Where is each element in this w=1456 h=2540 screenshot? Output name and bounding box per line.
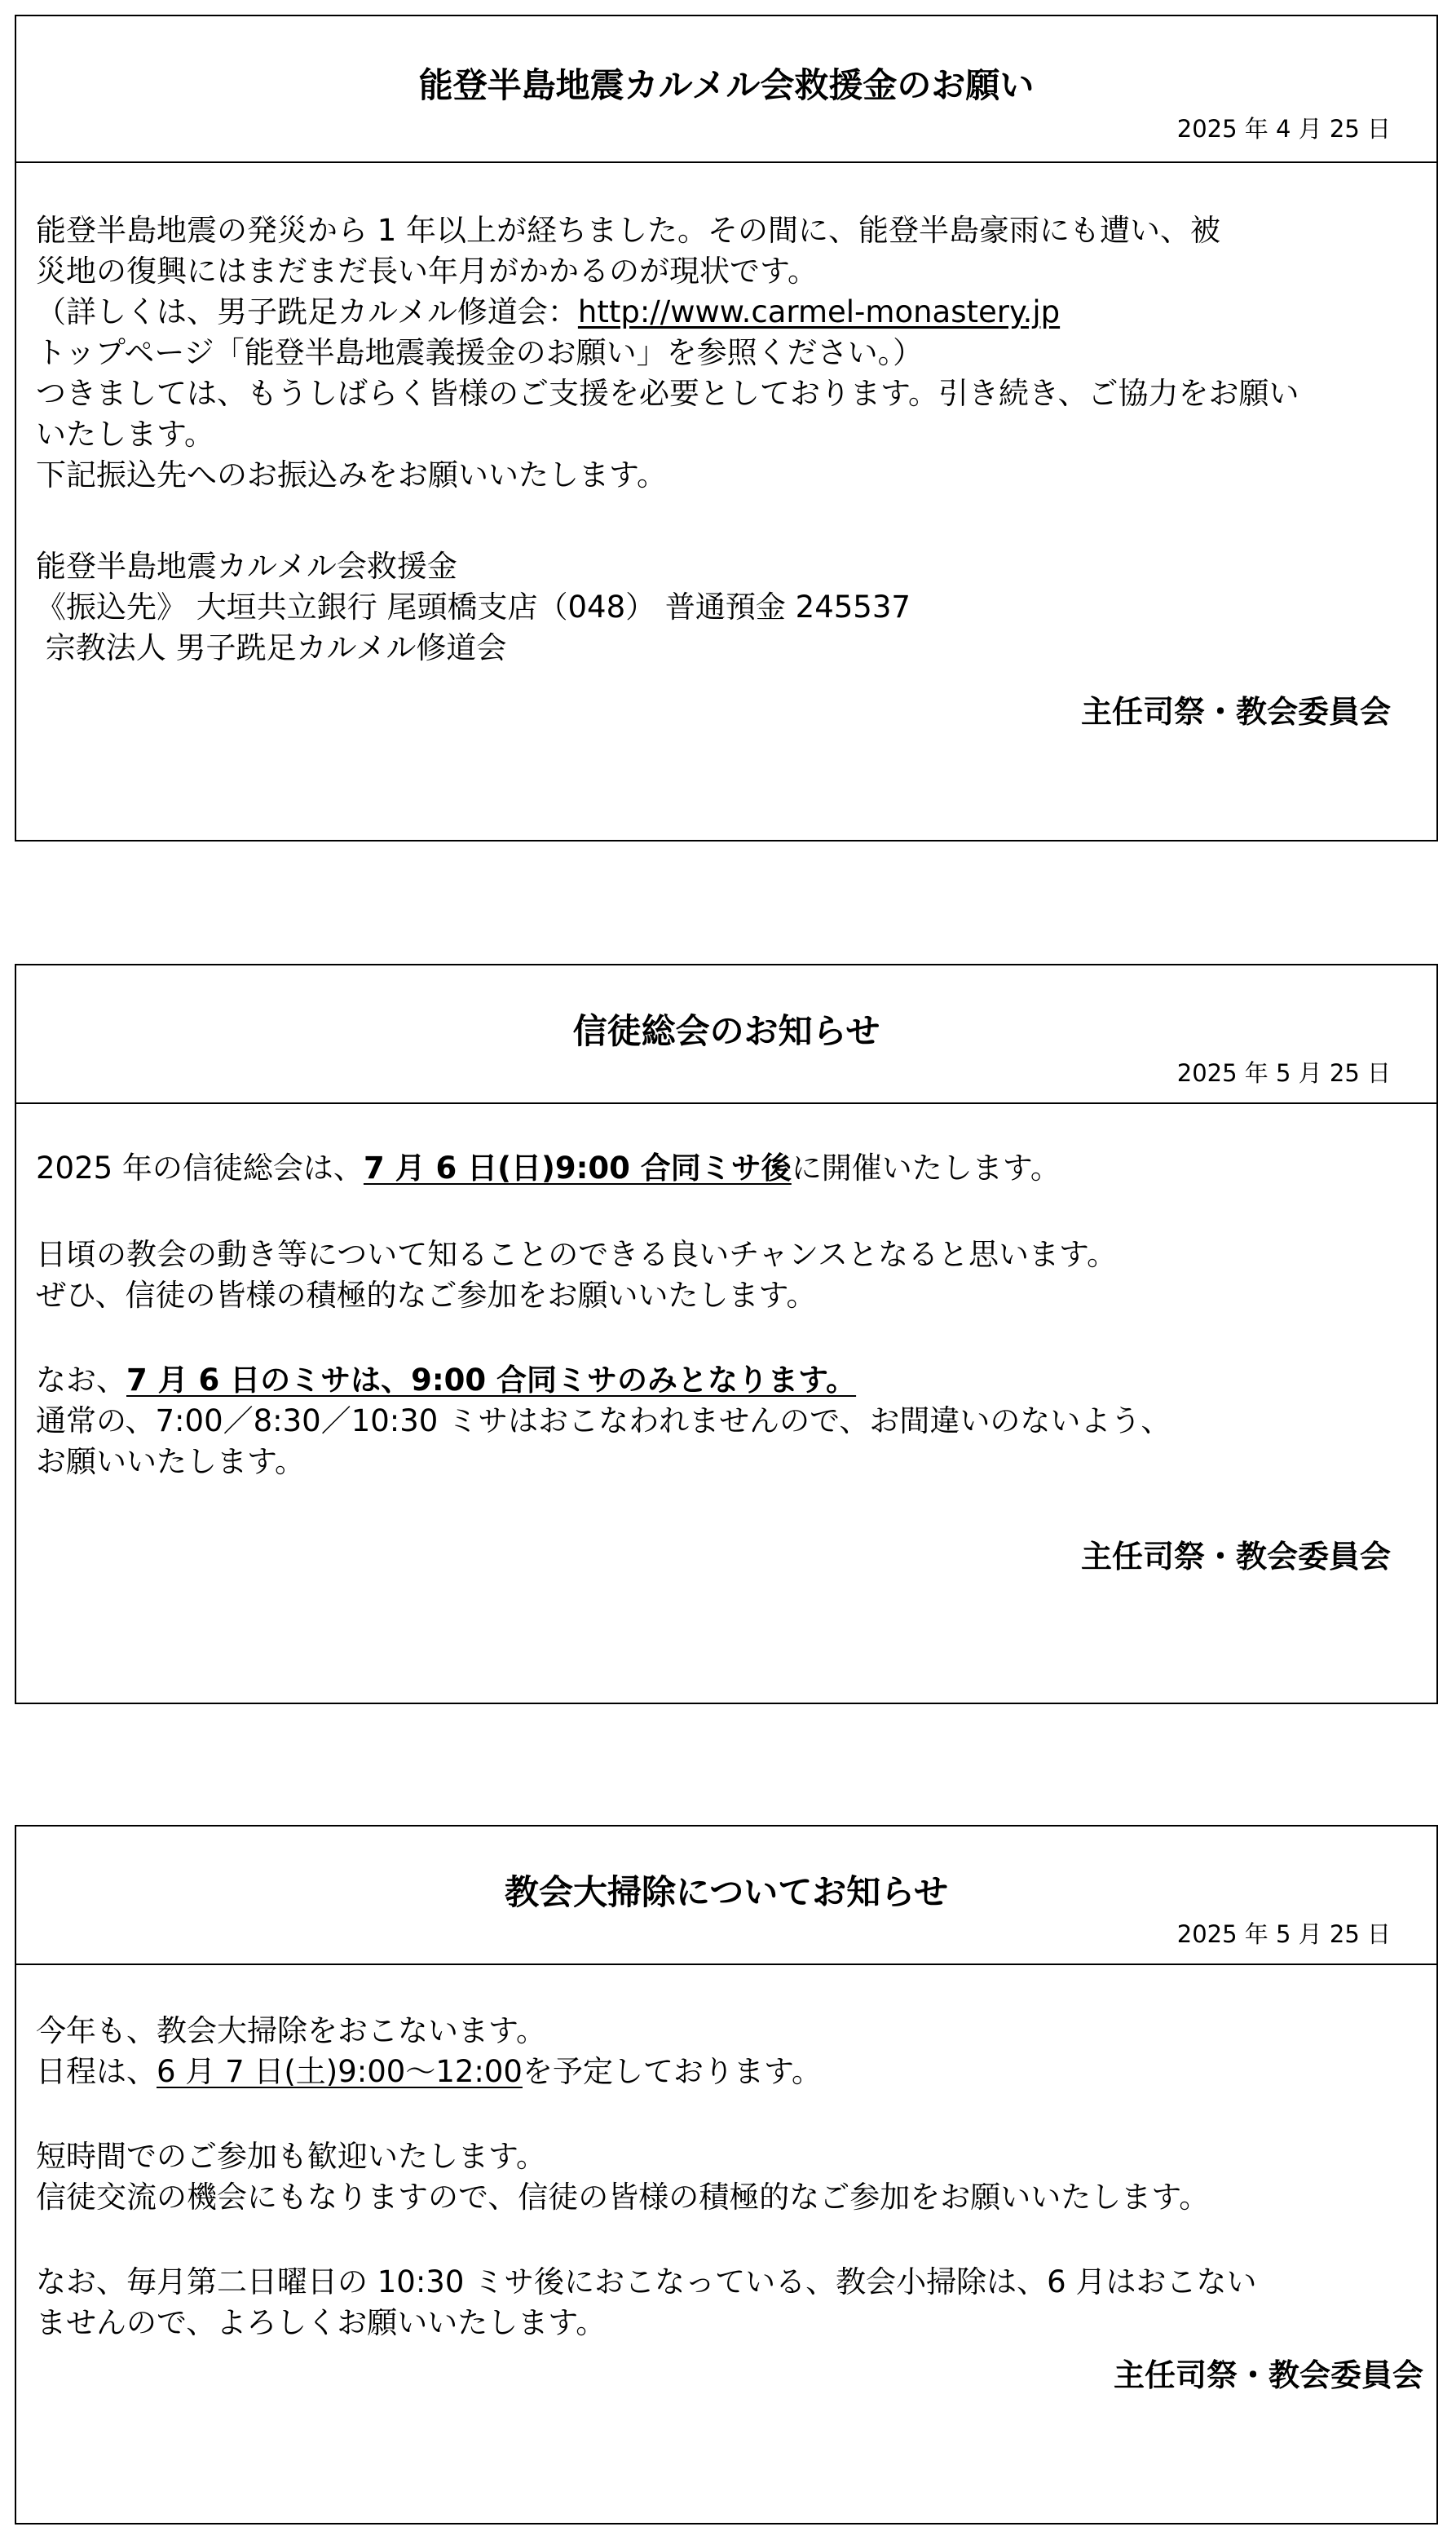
body-line [36, 294, 1060, 331]
notice-title: 信徒総会のお知らせ [572, 1011, 880, 1051]
body-line: 日頃の教会の動き等について知ることのできる良いチャンスとなると思います。 [36, 1237, 1118, 1272]
fund-name: 能登半島地震カルメル会救援金 [36, 549, 457, 584]
body-line: 今年も、教会大掃除をおこないます。 [36, 2013, 547, 2048]
account-holder: 宗教法人 男子跣足カルメル修道会 [36, 630, 507, 665]
body-text: なお、 [36, 1363, 126, 1398]
body-line [36, 2053, 822, 2091]
body-line [36, 1150, 1061, 1187]
body-line: ませんので、よろしくお願いいたします。 [36, 2305, 607, 2340]
carmel-monastery-link[interactable]: http://www.carmel-monastery.jp [577, 294, 1061, 329]
notice-church-cleaning [15, 1825, 1438, 2525]
body-line: つきましては、もうしばらく皆様のご支援を必要としております。引き続き、ご協力をお願い [36, 376, 1299, 411]
notice-title: 能登半島地震カルメル会救援金のお願い [418, 65, 1035, 105]
cleaning-datetime: 6 月 7 日(土)9:00～12:00 [157, 2054, 523, 2089]
body-line [36, 1362, 856, 1399]
body-text: 日程は、 [36, 2054, 157, 2089]
notice-header [16, 16, 1436, 163]
body-text: を予定しております。 [522, 2054, 822, 2089]
body-line: トップページ「能登半島地震義援金のお願い」を参照ください。） [36, 335, 924, 370]
notice-date: 2025 年 5 月 25 日 [1176, 1059, 1391, 1087]
signature: 主任司祭・教会委員会 [1113, 2357, 1423, 2393]
notice-title: 教会大掃除についてお知らせ [505, 1872, 948, 1912]
body-line: 短時間でのご参加も歓迎いたします。 [36, 2139, 547, 2174]
notice-earthquake-relief [15, 15, 1438, 842]
body-line: お願いいたします。 [36, 1444, 306, 1479]
notice-header [16, 965, 1436, 1104]
body-line: ぜひ、信徒の皆様の積極的なご参加をお願いいたします。 [36, 1278, 817, 1313]
signature: 主任司祭・教会委員会 [1080, 694, 1391, 730]
body-line: なお、毎月第二日曜日の 10:30 ミサ後におこなっている、教会小掃除は、6 月はおこない [36, 2264, 1257, 2299]
notice-header [16, 1827, 1436, 1965]
bank-transfer-info: 《振込先》 大垣共立銀行 尾頭橋支店（048） 普通預金 245537 [36, 590, 911, 625]
body-line: 通常の、7:00／8:30／10:30 ミサはおこなわれませんので、お間違いのないよう、 [36, 1403, 1171, 1438]
body-line: いたします。 [36, 417, 215, 452]
body-line: 下記振込先へのお振込みをお願いいたします。 [36, 457, 668, 493]
notice-date: 2025 年 5 月 25 日 [1176, 1920, 1391, 1948]
body-line: 能登半島地震の発災から 1 年以上が経ちました。その間に、能登半島豪雨にも遭い、被 [36, 213, 1221, 248]
body-text: に開催いたします。 [791, 1151, 1061, 1186]
notice-general-assembly [15, 964, 1438, 1704]
meeting-datetime: 7 月 6 日(日)9:00 合同ミサ後 [363, 1151, 792, 1186]
notice-date: 2025 年 4 月 25 日 [1176, 115, 1391, 143]
body-text: （詳しくは、男子跣足カルメル修道会： [36, 294, 578, 329]
body-line: 信徒交流の機会にもなりますので、信徒の皆様の積極的なご参加をお願いいたします。 [36, 2180, 1210, 2215]
signature: 主任司祭・教会委員会 [1080, 1539, 1391, 1575]
mass-schedule-note: 7 月 6 日のミサは、9:00 合同ミサのみとなります。 [126, 1363, 857, 1398]
body-line: 災地の復興にはまだまだ長い年月がかかるのが現状です。 [36, 254, 818, 289]
body-text: 2025 年の信徒総会は、 [36, 1151, 364, 1186]
